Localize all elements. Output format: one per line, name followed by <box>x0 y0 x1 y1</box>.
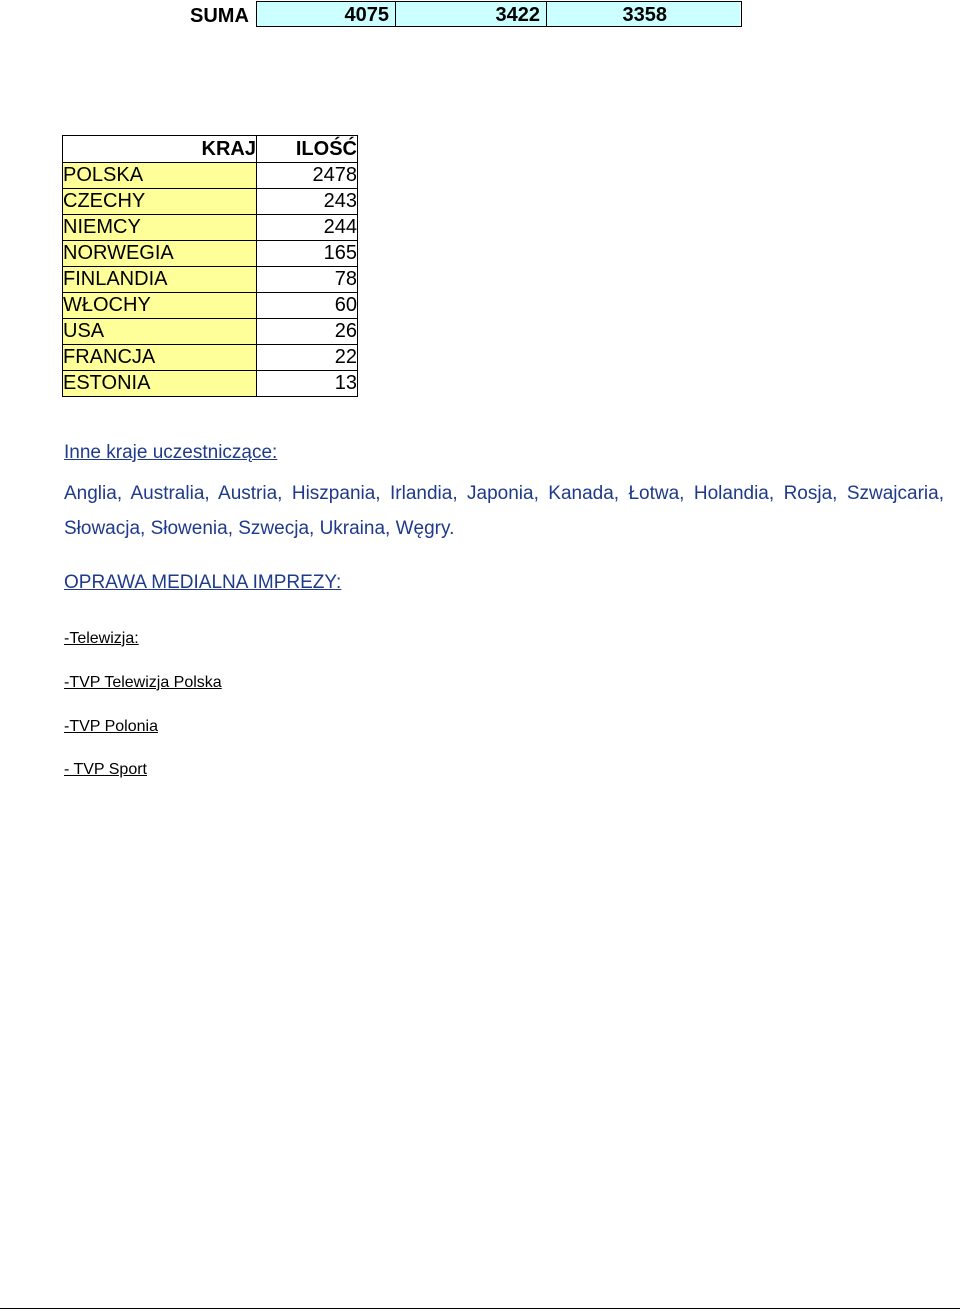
table-row <box>63 189 358 215</box>
country-cell: USA <box>63 319 257 345</box>
country-cell: FRANCJA <box>63 345 257 371</box>
suma-value-3: 3358 <box>547 2 740 26</box>
country-cell: POLSKA <box>63 163 257 189</box>
media-item-tvp-polonia: -TVP Polonia <box>64 718 158 735</box>
count-cell: 165 <box>257 241 358 267</box>
country-cell: FINLANDIA <box>63 267 257 293</box>
table-row <box>63 319 358 345</box>
table-row <box>63 241 358 267</box>
count-cell: 243 <box>257 189 358 215</box>
count-cell: 78 <box>257 267 358 293</box>
media-heading: OPRAWA MEDIALNA IMPREZY: <box>64 572 342 593</box>
table-row <box>63 345 358 371</box>
suma-row <box>256 1 742 27</box>
table-row <box>63 215 358 241</box>
count-cell: 13 <box>257 371 358 397</box>
count-cell: 60 <box>257 293 358 319</box>
header-kraj: KRAJ <box>63 136 257 163</box>
suma-value-2: 3422 <box>396 2 547 26</box>
country-cell: CZECHY <box>63 189 257 215</box>
country-cell: NIEMCY <box>63 215 257 241</box>
table-row <box>63 293 358 319</box>
table-row <box>63 371 358 397</box>
header-ilosc: ILOŚĆ <box>257 136 358 163</box>
table-row <box>63 267 358 293</box>
other-countries-list: Anglia, Australia, Austria, Hiszpania, Irlandia, Japonia, Kanada, Łotwa, Holandia, Rosja, Szwajcaria, Słowacja, Słowenia, Szwecja, Ukraina, Węgry. <box>64 483 944 539</box>
table-header-row <box>63 136 358 163</box>
table-row <box>63 163 358 189</box>
media-item-tv: -Telewizja: <box>64 630 139 647</box>
countries-table <box>62 135 358 397</box>
bottom-rule <box>0 1308 960 1309</box>
media-item-tvp-sport: - TVP Sport <box>64 761 147 778</box>
other-countries-label: Inne kraje uczestniczące: <box>64 442 278 463</box>
count-cell: 2478 <box>257 163 358 189</box>
count-cell: 244 <box>257 215 358 241</box>
count-cell: 26 <box>257 319 358 345</box>
suma-label: SUMA <box>190 5 249 27</box>
suma-value-1: 4075 <box>257 2 396 26</box>
country-cell: WŁOCHY <box>63 293 257 319</box>
count-cell: 22 <box>257 345 358 371</box>
country-cell: NORWEGIA <box>63 241 257 267</box>
country-cell: ESTONIA <box>63 371 257 397</box>
media-item-tvp-polska: -TVP Telewizja Polska <box>64 674 222 691</box>
